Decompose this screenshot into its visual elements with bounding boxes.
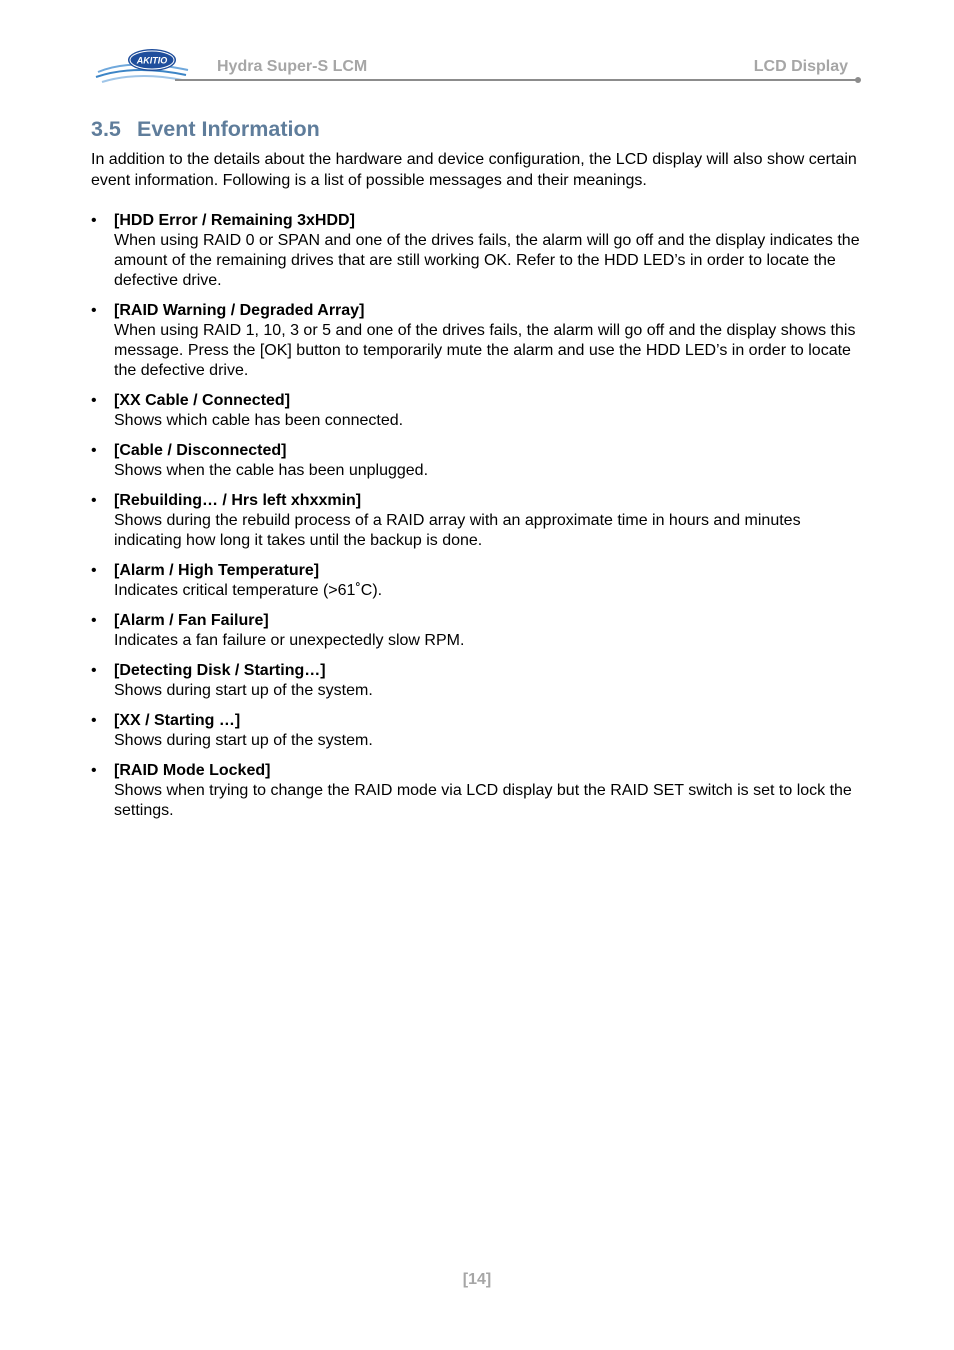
section-intro: In addition to the details about the hardware and device configuration, the LCD display will also show certain event information. Following is a list of possible messages and their meanings. [91,151,857,189]
section-number: 3.5 [91,117,121,141]
event-item [91,761,866,821]
section-title: Event Information [137,117,320,141]
event-item [91,301,866,381]
event-description: Shows when trying to change the RAID mode via LCD display but the RAID SET switch is set to lock the settings. [114,782,852,819]
header-divider-end [855,77,861,83]
event-item [91,211,866,291]
event-description: When using RAID 0 or SPAN and one of the drives fails, the alarm will go off and the display indicates the amount of the remaining drives that are still working OK. Refer to the HDD LED’s in order to locate the defective drive. [114,232,860,289]
bullet-icon: • [91,762,97,779]
section-heading [91,116,866,142]
event-title: [RAID Mode Locked] [114,762,271,779]
bullet-icon: • [91,612,97,629]
event-description: Shows when the cable has been unplugged. [114,462,429,479]
bullet-icon: • [91,662,97,679]
event-description: Shows during the rebuild process of a RAID array with an approximate time in hours and minutes indicating how long it takes until the backup is done. [114,512,801,549]
bullet-icon: • [91,392,97,409]
bullet-icon: • [91,302,97,319]
event-item [91,491,866,551]
event-title: [Alarm / High Temperature] [114,562,320,579]
bullet-icon: • [91,492,97,509]
logo-text: AKITIO [136,55,168,66]
event-description: Shows during start up of the system. [114,682,373,699]
header-divider [175,79,858,81]
event-description: Indicates a fan failure or unexpectedly slow RPM. [114,632,465,649]
bullet-icon: • [91,442,97,459]
event-item [91,711,866,751]
header-product-name: Hydra Super-S LCM [217,58,368,75]
bullet-icon: • [91,212,97,229]
event-list [91,211,866,821]
event-description: Shows which cable has been connected. [114,412,404,429]
event-item [91,391,866,431]
event-description: Indicates critical temperature (>61˚C). [114,582,383,599]
event-title: [Rebuilding… / Hrs left xhxxmin] [114,492,362,509]
event-description: When using RAID 1, 10, 3 or 5 and one of the drives fails, the alarm will go off and the display shows this message. Press the [OK] button to temporarily mute the alarm and use the HDD LED’s in order to locate the defective drive. [114,322,856,379]
event-item [91,441,866,481]
event-title: [XX / Starting …] [114,712,241,729]
event-item [91,561,866,601]
event-title: [Detecting Disk / Starting…] [114,662,326,679]
event-title: [RAID Warning / Degraded Array] [114,302,365,319]
event-item [91,661,866,701]
bullet-icon: • [91,562,97,579]
page-content [91,116,866,831]
event-item [91,611,866,651]
page-number: [14] [462,1271,492,1288]
event-description: Shows during start up of the system. [114,732,373,749]
event-title: [Cable / Disconnected] [114,442,287,459]
event-title: [HDD Error / Remaining 3xHDD] [114,212,355,229]
header-chapter-name: LCD Display [753,58,848,75]
event-title: [Alarm / Fan Failure] [114,612,269,629]
bullet-icon: • [91,712,97,729]
akitio-logo [92,44,192,88]
page-header [0,0,954,90]
event-title: [XX Cable / Connected] [114,392,291,409]
